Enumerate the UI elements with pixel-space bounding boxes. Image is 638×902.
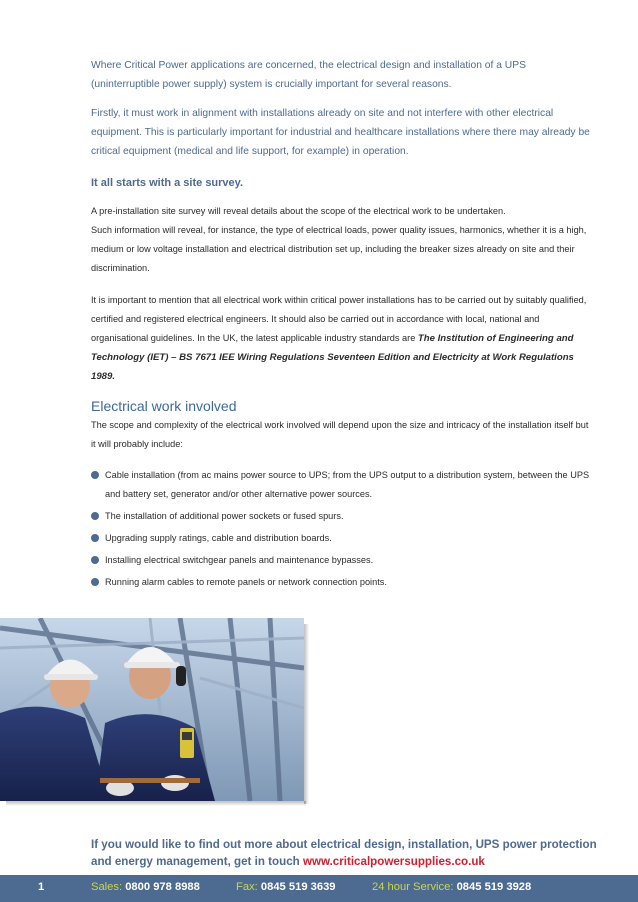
fax-contact	[236, 881, 336, 893]
main-content	[91, 56, 591, 595]
bullet-icon	[91, 534, 99, 542]
contact-call-to-action	[91, 836, 611, 870]
page-number: 1	[38, 881, 45, 893]
list-item-text: Installing electrical switchgear panels and maintenance bypasses.	[105, 555, 374, 565]
site-survey-paragraph-2	[91, 291, 591, 386]
sales-contact	[91, 881, 200, 893]
bullet-icon	[91, 471, 99, 479]
list-item	[91, 551, 591, 570]
electrical-work-heading: Electrical work involved	[91, 398, 237, 414]
fax-label: Fax:	[236, 881, 258, 893]
service-label: 24 hour Service:	[372, 881, 454, 893]
fax-number: 0845 519 3639	[260, 881, 336, 893]
sales-label: Sales:	[91, 881, 123, 893]
intro-paragraph-2: Firstly, it must work in alignment with installations already on site and not interfere with other electrical equipment. This is particularly important for industrial and healthcare installations where there may already be critical equipment (medical and life support, for example) in operation.	[91, 108, 590, 157]
list-item	[91, 466, 591, 504]
site-survey-heading: It all starts with a site survey.	[91, 177, 244, 189]
bullet-icon	[91, 578, 99, 586]
list-item-text: Upgrading supply ratings, cable and distribution boards.	[105, 533, 332, 543]
standards-text: It is important to mention that all electrical work within critical power installations has to be carried out by suitably qualified, certified and registered electrical engineers. It should also be carried out in accordance with local, national and organisational guidelines. In the UK, the latest applicable industry standards are	[91, 295, 587, 343]
list-item-text: Running alarm cables to remote panels or network connection points.	[105, 577, 387, 587]
bullet-icon	[91, 556, 99, 564]
photo-shadow-bottom	[6, 801, 306, 806]
bullet-icon	[91, 512, 99, 520]
work-bullet-list	[91, 466, 591, 592]
list-item	[91, 507, 591, 526]
footer-contact-bar	[0, 875, 638, 902]
electrical-work-intro: The scope and complexity of the electrical work involved will depend upon the size and intricacy of the installation itself but it will probably include:	[91, 420, 589, 449]
list-item	[91, 529, 591, 548]
cta-text: If you would like to find out more about electrical design, installation, UPS power protection and energy management, get in touch	[91, 838, 597, 868]
engineers-photo	[0, 618, 304, 801]
list-item-text: Cable installation (from ac mains power source to UPS; from the UPS output to a distribution system, between the UPS and battery set, generator and/or other alternative power sources.	[105, 470, 590, 499]
intro-paragraph-1: Where Critical Power applications are concerned, the electrical design and installation of a UPS (uninterruptible power supply) system is crucially important for several reasons.	[91, 60, 526, 90]
website-link[interactable]: www.criticalpowersupplies.co.uk	[302, 855, 485, 868]
standards-emphasis: The Institution of Engineering and Technology (IET) – BS 7671 IEE Wiring Regulations Seventeen Edition and Electricity at Work Regulations 1989.	[91, 333, 574, 382]
service-phone[interactable]: 0845 519 3928	[456, 881, 532, 893]
list-item	[91, 573, 591, 592]
site-survey-line-2: Such information will reveal, for instance, the type of electrical loads, power quality issues, harmonics, whether it is a high, medium or low voltage installation and electrical distribution set up, including the breaker sizes already on site and their discrimination.	[91, 225, 587, 273]
list-item-text: The installation of additional power sockets or fused spurs.	[105, 511, 344, 521]
sales-phone[interactable]: 0800 978 8988	[125, 881, 200, 893]
photo-shadow	[304, 624, 309, 804]
service-contact	[372, 881, 531, 893]
site-survey-paragraph-1	[91, 202, 591, 278]
site-survey-line-1: A pre-installation site survey will reveal details about the scope of the electrical work to be undertaken.	[91, 206, 506, 216]
